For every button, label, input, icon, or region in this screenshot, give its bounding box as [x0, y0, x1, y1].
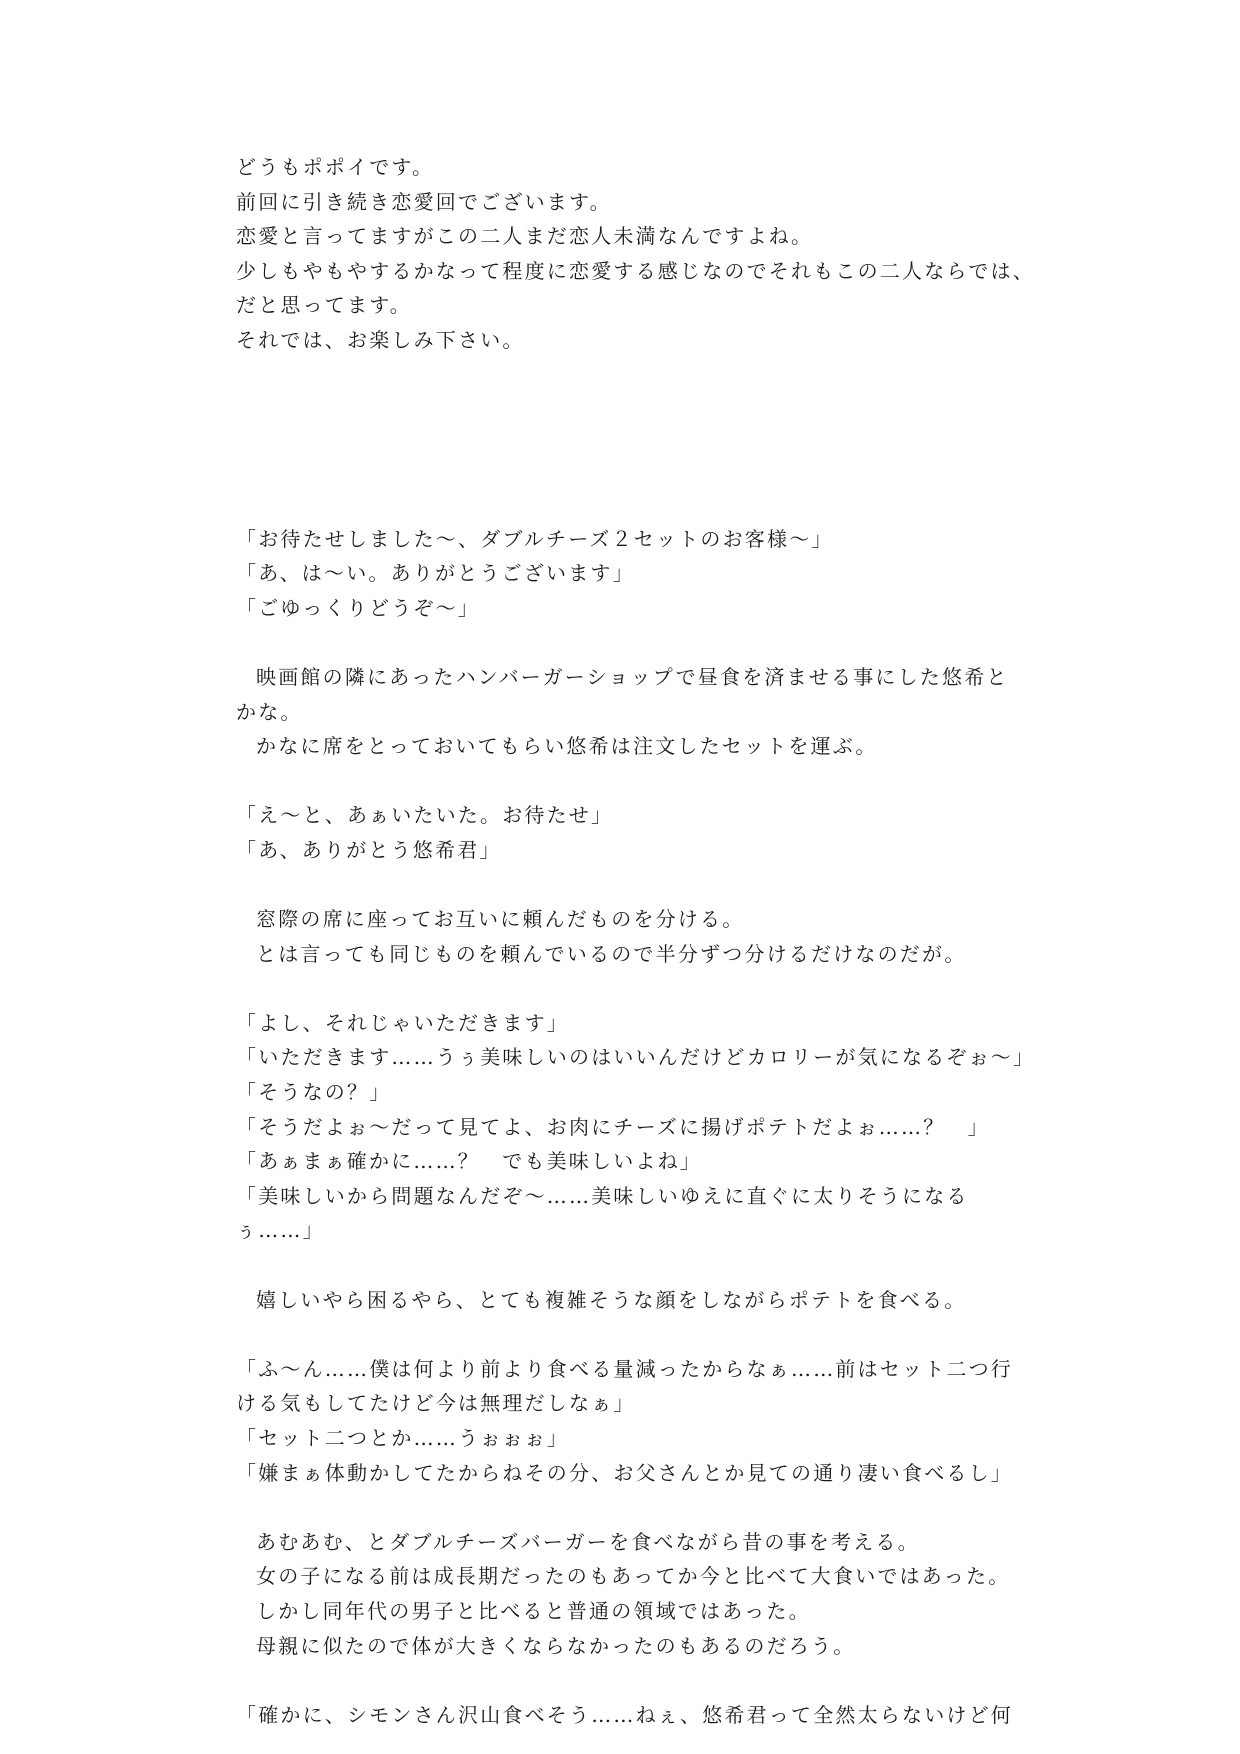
- story-line: 「美味しいから問題なんだぞ〜……美味しいゆえに直ぐに太りそうになる: [236, 1183, 969, 1208]
- story-line: 「ごゆっくりどうぞ〜」: [236, 595, 480, 620]
- story-line: 「そうなの？」: [236, 1080, 392, 1105]
- story-line: 「嫌まぁ体動かしてたからねその分、お父さんとか見ての通り凄い食べるし」: [236, 1460, 1013, 1485]
- story-line: 「あぁまぁ確かに……？ でも美味しいよね」: [236, 1149, 702, 1174]
- story-line: 「あ、は〜い。ありがとうございます」: [236, 561, 635, 586]
- section-spacer: [236, 358, 1016, 522]
- story-line: 「そうだよぉ〜だって見てよ、お肉にチーズに揚げポテトだよぉ……？ 」: [236, 1114, 990, 1139]
- blank-line: [236, 971, 1016, 1006]
- story-line: 嬉しいやら困るやら、とても複雑そうな顔をしながらポテトを食べる。: [256, 1287, 967, 1312]
- story-line: ける気もしてたけど今は無理だしなぁ」: [236, 1391, 636, 1416]
- blank-line: [236, 1490, 1016, 1525]
- story-line: 「セット二つとか……うぉぉぉ」: [236, 1426, 569, 1450]
- story-line: 「え〜と、あぁいたいた。お待たせ」: [236, 803, 614, 828]
- story-line: 女の子になる前は成長期だったのもあってか今と比べて大食いではあった。: [256, 1564, 1011, 1589]
- story-line: 「お待たせしました〜、ダブルチーズ２セットのお客様〜」: [236, 526, 834, 551]
- intro-line: 前回に引き続き恋愛回でございます。: [236, 189, 612, 214]
- story-line: 「いただきます……うぅ美味しいのはいいんだけどカロリーが気になるぞぉ〜」: [236, 1045, 1036, 1070]
- intro-line: だと思ってます。: [236, 293, 412, 318]
- story-line: ぅ……」: [236, 1218, 325, 1243]
- blank-line: [236, 764, 1016, 799]
- intro-line: それでは、お楽しみ下さい。: [236, 327, 525, 352]
- document-body: [236, 150, 1036, 1732]
- story-line: とは言っても同じものを頼んでいるので半分ずつ分けるだけなのだが。: [256, 941, 967, 966]
- story-line: かな。: [236, 699, 303, 724]
- story-line: 窓際の席に座ってお互いに頼んだものを分ける。: [256, 907, 745, 932]
- story-line: 母親に似たので体が大きくならなかったのもあるのだろう。: [256, 1633, 856, 1658]
- blank-line: [236, 625, 1016, 660]
- story-line: 「ふ〜ん……僕は何より前より食べる量減ったからなぁ……前はセット二つ行: [236, 1356, 1013, 1381]
- blank-line: [236, 1317, 1016, 1352]
- author-intro: [236, 150, 1035, 358]
- blank-line: [236, 1248, 1016, 1283]
- intro-line: 少しもやもやするかなって程度に恋愛する感じなのでそれもこの二人ならでは、: [236, 258, 1035, 283]
- blank-line: [236, 1663, 1016, 1698]
- blank-line: [236, 868, 1016, 903]
- intro-line: 恋愛と言ってますがこの二人まだ恋人未満なんですよね。: [236, 224, 814, 249]
- story-line: あむあむ、とダブルチーズバーガーを食べながら昔の事を考える。: [256, 1529, 920, 1554]
- story-line: 「確かに、シモンさん沢山食べそう……ねぇ、悠希君って全然太らないけど何: [236, 1702, 1013, 1727]
- story-body: [236, 522, 1036, 1733]
- intro-line: どうもポポイです。: [236, 155, 435, 179]
- story-line: しかし同年代の男子と比べると普通の領域ではあった。: [256, 1598, 811, 1623]
- story-line: 「よし、それじゃいただきます」: [236, 1010, 569, 1035]
- story-line: 映画館の隣にあったハンバーガーショップで昼食を済ませる事にした悠希と: [256, 664, 1009, 689]
- story-line: かなに席をとっておいてもらい悠希は注文したセットを運ぶ。: [256, 734, 878, 759]
- story-line: 「あ、ありがとう悠希君」: [236, 837, 502, 862]
